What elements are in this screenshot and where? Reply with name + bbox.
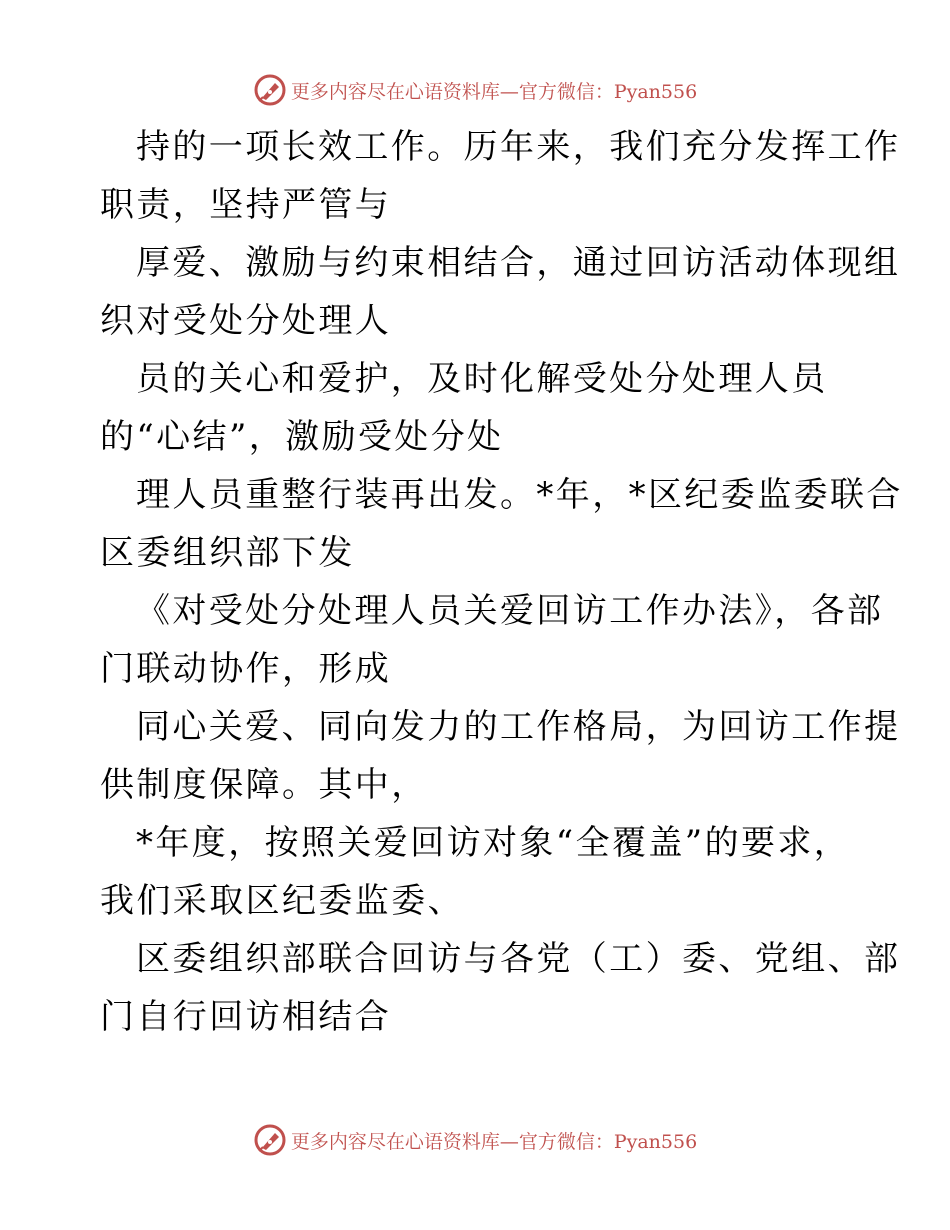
document-body bbox=[100, 118, 903, 1046]
text-line: 供制度保障。其中， bbox=[100, 765, 428, 805]
header-watermark bbox=[0, 70, 950, 110]
text-line: 区委组织部下发 bbox=[100, 533, 355, 573]
watermark-text: 更多内容尽在心语资料库—官方微信：Pyan556 bbox=[290, 80, 698, 103]
text-line: 门自行回访相结合 bbox=[100, 997, 392, 1037]
paragraph bbox=[100, 814, 860, 930]
text-line: 同心关爱、同向发力的工作格局，为回访工作提 bbox=[136, 707, 901, 747]
text-line: 员的关心和爱护，及时化解受处分处理人员 bbox=[136, 359, 828, 399]
pen-nib-logo-icon bbox=[253, 73, 287, 107]
text-line: 职责，坚持严管与 bbox=[100, 185, 392, 225]
text-line: 理人员重整行装再出发。*年，*区纪委监委联合 bbox=[136, 475, 903, 515]
paragraph bbox=[100, 582, 884, 698]
text-line: 厚爱、激励与约束相结合，通过回访活动体现组 bbox=[136, 243, 901, 283]
text-line: 我们采取区纪委监委、 bbox=[100, 881, 464, 921]
text-line: 持的一项长效工作。历年来，我们充分发挥工作 bbox=[136, 127, 901, 167]
footer-watermark bbox=[0, 1120, 950, 1160]
text-line: 《对受处分处理人员关爱回访工作办法》，各部 bbox=[136, 591, 884, 631]
paragraph bbox=[100, 350, 860, 466]
text-line: 门联动协作，形成 bbox=[100, 649, 392, 689]
pen-nib-logo-icon bbox=[253, 1123, 287, 1157]
text-line: 织对受处分处理人 bbox=[100, 301, 392, 341]
paragraph bbox=[100, 698, 901, 814]
text-line: 区委组织部联合回访与各党（工）委、党组、部 bbox=[136, 939, 901, 979]
text-line: *年度，按照关爱回访对象“全覆盖”的要求， bbox=[136, 823, 851, 863]
paragraph bbox=[100, 466, 903, 582]
text-line: 的“心结”，激励受处分处 bbox=[100, 417, 504, 457]
paragraph bbox=[100, 234, 901, 350]
watermark-text: 更多内容尽在心语资料库—官方微信：Pyan556 bbox=[290, 1130, 698, 1153]
paragraph bbox=[100, 930, 901, 1046]
paragraph bbox=[100, 118, 901, 234]
